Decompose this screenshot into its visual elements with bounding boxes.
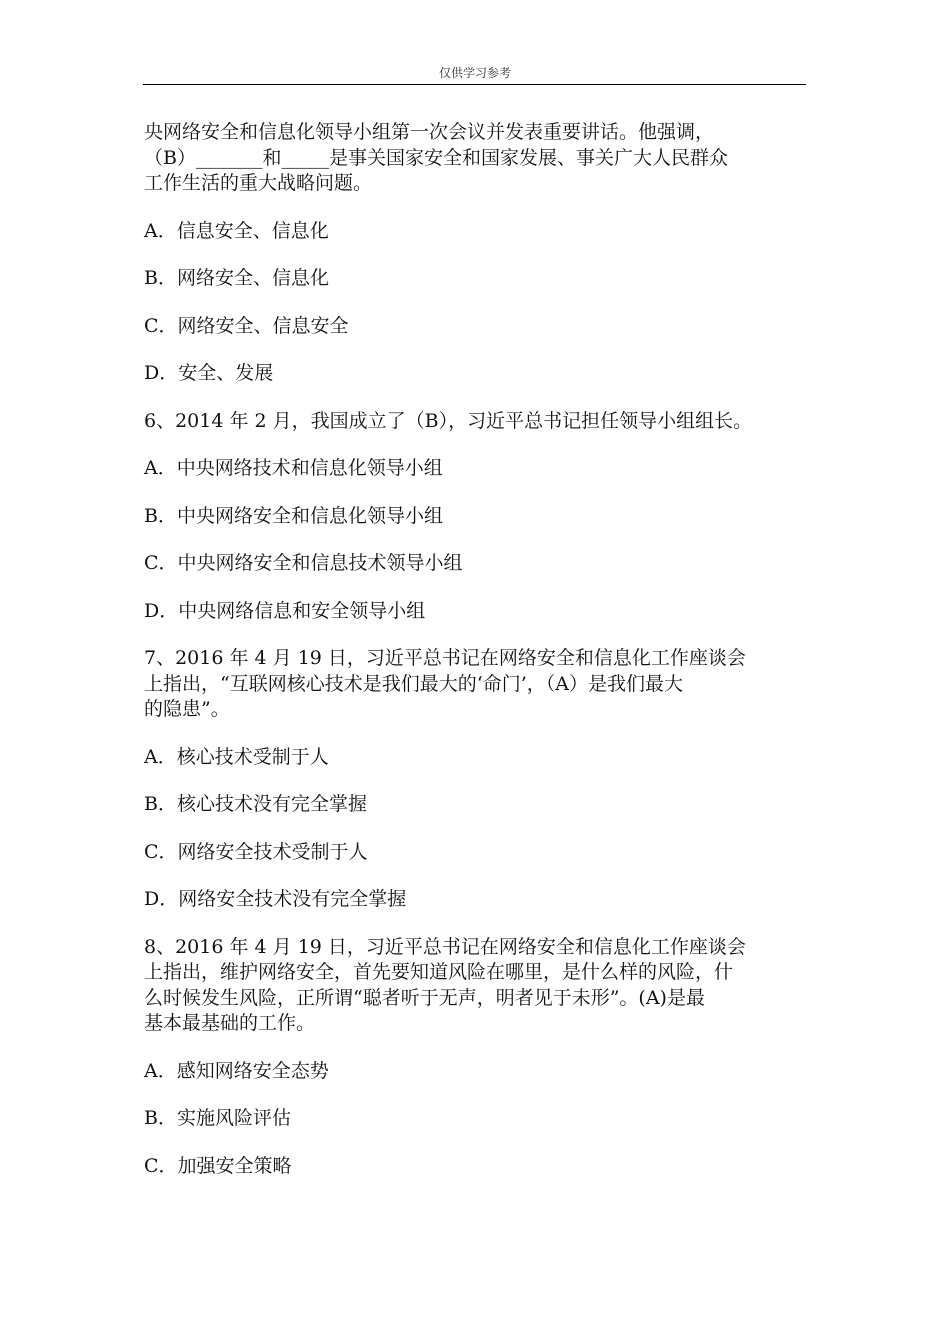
- question-line: 上指出，维护网络安全，首先要知道风险在哪里，是什么样的风险，什: [144, 961, 734, 983]
- question-line: 央网络安全和信息化领导小组第一次会议并发表重要讲话。他强调，: [144, 121, 715, 143]
- question-line: 6、2014 年 2 月，我国成立了（B），习近平总书记担任领导小组组长。: [144, 409, 753, 432]
- question-line: 8、2016 年 4 月 19 日，习近平总书记在网络安全和信息化工作座谈会: [144, 935, 746, 958]
- question-line: 上指出，“互联网核心技术是我们最大的‘命门’，（A）是我们最大: [144, 672, 684, 695]
- answer-option: C．加强安全策略: [144, 1154, 292, 1177]
- answer-option: A．中央网络技术和信息化领导小组: [144, 457, 443, 479]
- question-line: 的隐患”。: [144, 698, 230, 720]
- question-line: （B）_______和_____是事关国家安全和国家发展、事关广大人民群众: [144, 146, 728, 169]
- answer-option: C．网络安全、信息安全: [144, 314, 349, 337]
- document-body: [144, 120, 808, 1179]
- answer-option: C．网络安全技术受制于人: [144, 840, 368, 863]
- answer-option: D．网络安全技术没有完全掌握: [144, 888, 407, 910]
- question-line: 7、2016 年 4 月 19 日，习近平总书记在网络安全和信息化工作座谈会: [144, 647, 746, 669]
- question-block: [144, 935, 808, 1037]
- answer-option: D．安全、发展: [144, 362, 274, 384]
- header-divider: [143, 84, 806, 85]
- answer-option: D．中央网络信息和安全领导小组: [144, 599, 426, 622]
- answer-option: B．核心技术没有完全掌握: [144, 793, 367, 815]
- answer-option: B．实施风险评估: [144, 1107, 291, 1129]
- question-line: 工作生活的重大战略问题。: [144, 172, 373, 194]
- answer-option: A．感知网络安全态势: [144, 1059, 329, 1082]
- question-block: [144, 120, 808, 197]
- answer-option: B．网络安全、信息化: [144, 267, 329, 289]
- answer-option: A．核心技术受制于人: [144, 745, 329, 768]
- question-line: 么时候发生风险，正所谓“聪者听于无声，明者见于未形”。(A)是最: [144, 986, 705, 1009]
- question-line: 基本最基础的工作。: [144, 1012, 316, 1034]
- answer-option: C．中央网络安全和信息技术领导小组: [144, 552, 463, 574]
- question-block: [144, 646, 808, 723]
- page-header: 仅供学习参考: [438, 66, 511, 80]
- answer-option: A．信息安全、信息化: [144, 219, 329, 242]
- question-block: [144, 409, 808, 435]
- answer-option: B．中央网络安全和信息化领导小组: [144, 504, 443, 527]
